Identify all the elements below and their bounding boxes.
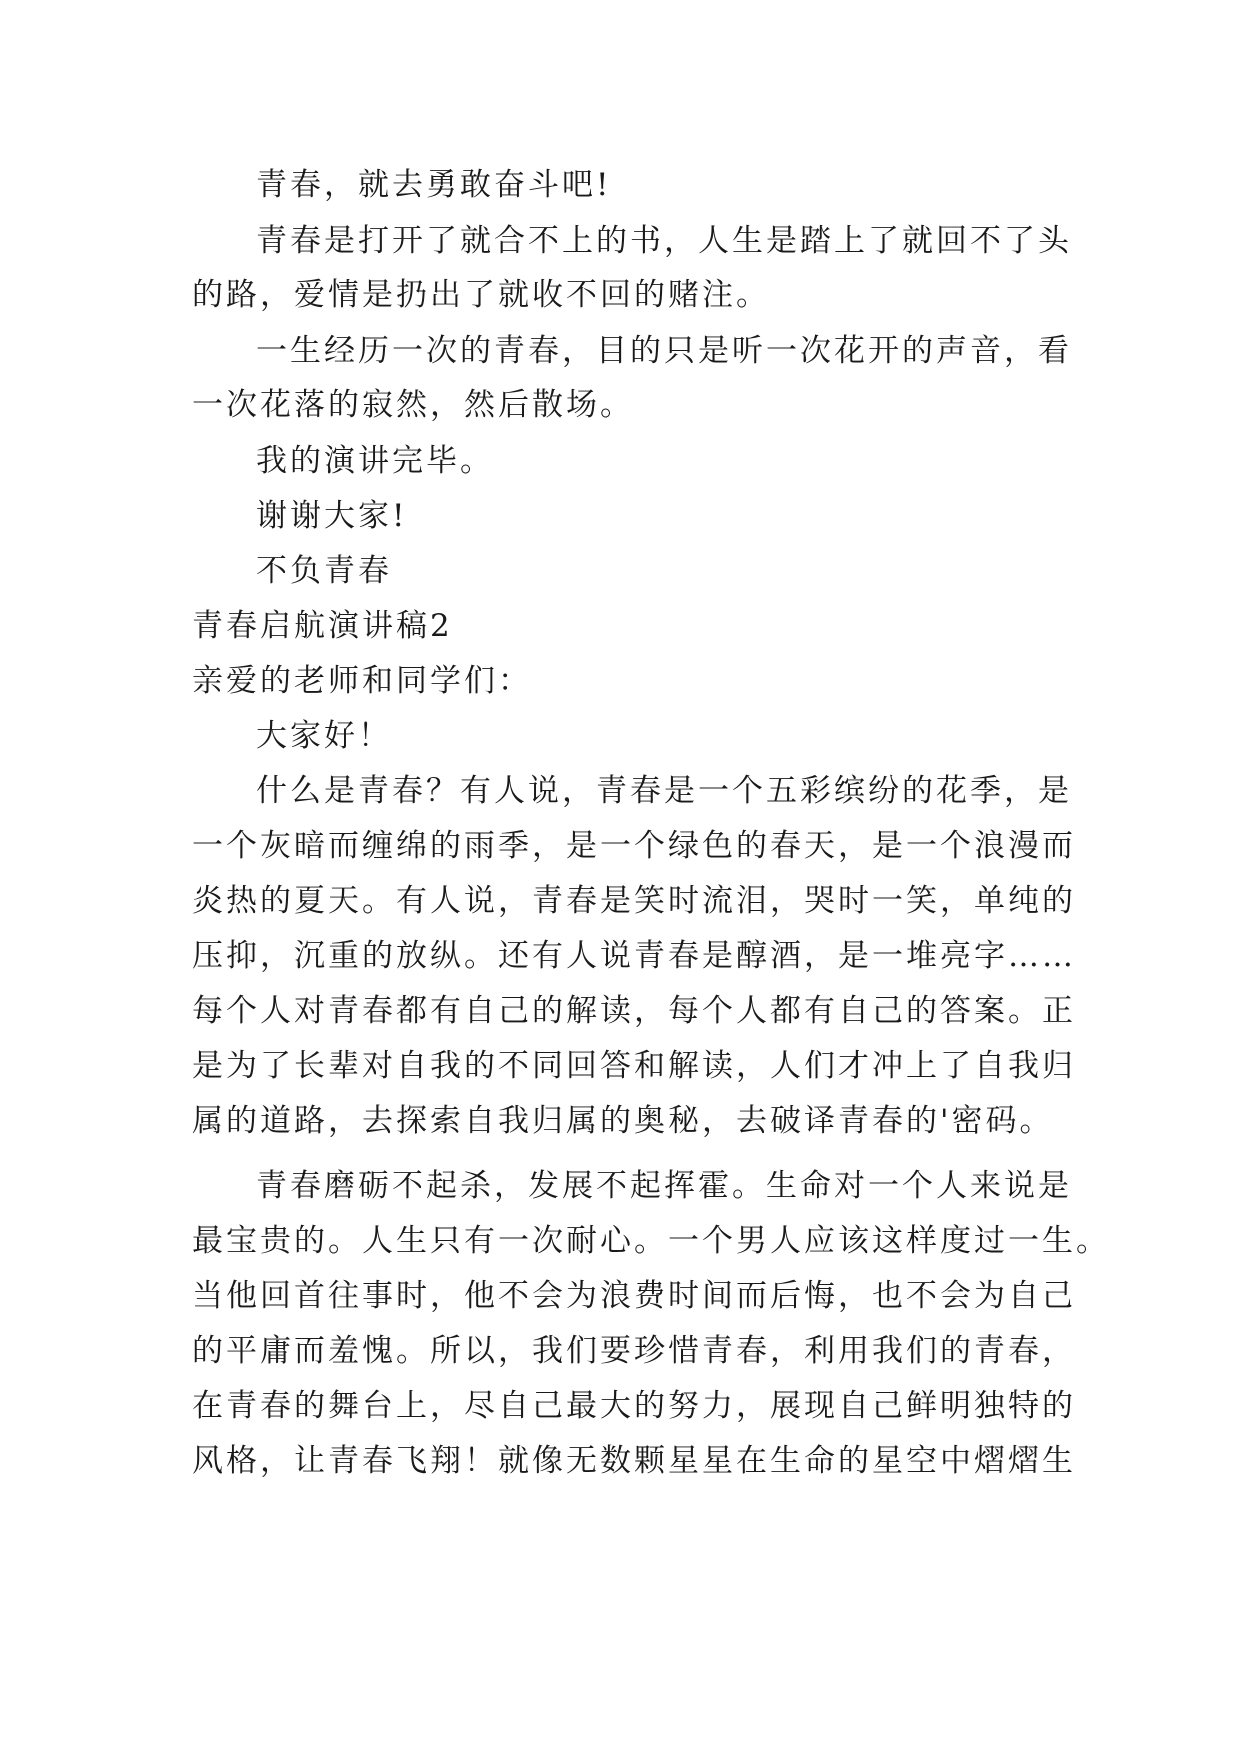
paragraph-line: 我的演讲完毕。 [256, 443, 494, 479]
paragraph-line: 不负青春 [256, 553, 392, 589]
paragraph-line: 最宝贵的。人生只有一次耐心。一个男人应该这样度过一生。 [192, 1223, 1110, 1259]
paragraph-line: 谢谢大家! [256, 498, 408, 534]
salutation: 亲爱的老师和同学们： [192, 663, 532, 699]
paragraph-line: 是为了长辈对自我的不同回答和解读，人们才冲上了自我归 [192, 1048, 1076, 1084]
paragraph-line: 一个灰暗而缠绵的雨季，是一个绿色的春天，是一个浪漫而 [192, 828, 1076, 864]
paragraph-line: 压抑，沉重的放纵。还有人说青春是醇酒，是一堆亮字…… [192, 938, 1076, 974]
paragraph-line: 当他回首往事时，他不会为浪费时间而后悔，也不会为自己 [192, 1278, 1076, 1314]
paragraph-line: 青春磨砺不起杀，发展不起挥霍。生命对一个人来说是 [256, 1168, 1072, 1204]
paragraph-line: 风格，让青春飞翔！就像无数颗星星在生命的星空中熠熠生 [192, 1443, 1076, 1479]
paragraph-line: 青春，就去勇敢奋斗吧! [256, 167, 612, 203]
paragraph-line: 炎热的夏天。有人说，青春是笑时流泪，哭时一笑，单纯的 [192, 883, 1076, 919]
paragraph-line: 什么是青春？有人说，青春是一个五彩缤纷的花季，是 [256, 773, 1072, 809]
paragraph-line: 的路，爱情是扔出了就收不回的赌注。 [192, 277, 770, 313]
paragraph-line: 的平庸而羞愧。所以，我们要珍惜青春，利用我们的青春， [192, 1333, 1076, 1369]
paragraph-line: 在青春的舞台上，尽自己最大的努力，展现自己鲜明独特的 [192, 1388, 1076, 1424]
paragraph-line: 青春是打开了就合不上的书，人生是踏上了就回不了头 [256, 223, 1072, 259]
paragraph-line: 每个人对青春都有自己的解读，每个人都有自己的答案。正 [192, 993, 1076, 1029]
paragraph-line: 一生经历一次的青春，目的只是听一次花开的声音，看 [256, 333, 1072, 369]
paragraph-line: 属的道路，去探索自我归属的奥秘，去破译青春的'密码。 [192, 1103, 1054, 1139]
section-heading: 青春启航演讲稿2 [192, 608, 453, 644]
paragraph-line: 一次花落的寂然，然后散场。 [192, 387, 634, 423]
greeting: 大家好！ [256, 718, 392, 754]
